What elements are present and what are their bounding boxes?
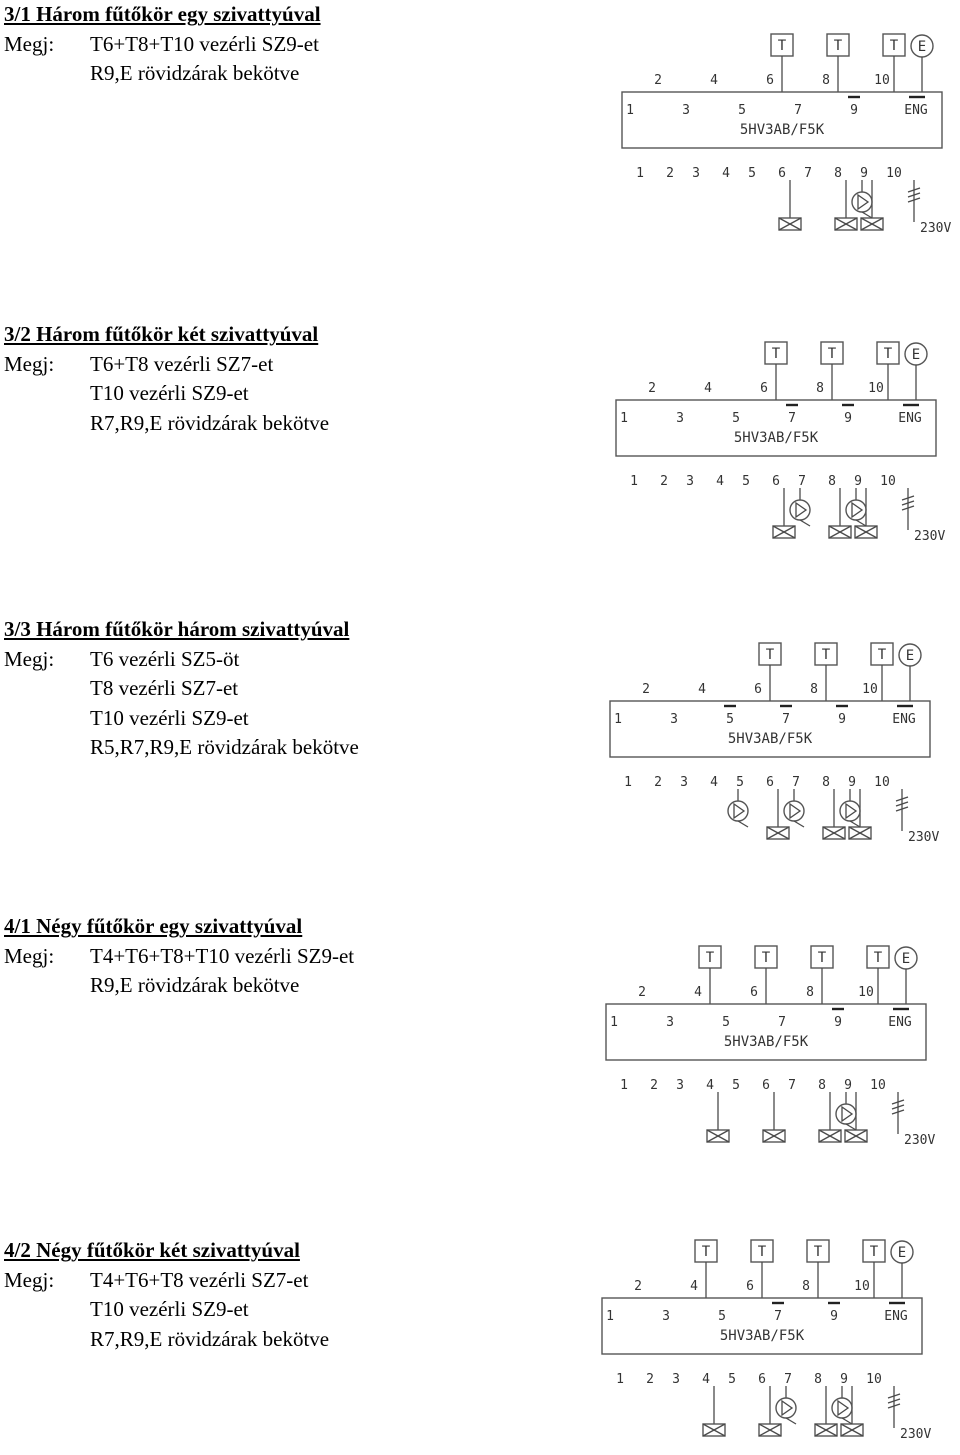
top-pin-label: 8 <box>816 381 824 396</box>
note-line: R9,E rövidzárak bekötve <box>90 61 300 85</box>
sensor-label: T <box>889 38 899 54</box>
sensor-label: T <box>705 950 715 966</box>
note-label: Megj: <box>4 351 55 376</box>
terminal-label: 5 <box>732 1078 740 1093</box>
top-pin-label: 6 <box>746 1279 754 1294</box>
note-label: Megj: <box>4 1267 55 1292</box>
wiring-diagram <box>608 338 946 553</box>
sensor-label: T <box>765 647 775 663</box>
controller-box <box>622 92 942 148</box>
terminal-label: 10 <box>866 1372 882 1387</box>
sensor-label: T <box>777 38 787 54</box>
wiring-diagram <box>594 1236 932 1451</box>
terminal-label: 8 <box>834 166 842 181</box>
diagram-svg <box>598 942 936 1157</box>
terminal-label: 3 <box>672 1372 680 1387</box>
terminal-label: 1 <box>636 166 644 181</box>
top-pin-label: 2 <box>648 381 656 396</box>
terminal-label: 3 <box>692 166 700 181</box>
inner-pin-label: 1 <box>614 712 622 727</box>
top-pin-label: 2 <box>642 682 650 697</box>
diagram-svg <box>602 639 940 854</box>
note-text: T6+T8 vezérli SZ7-et <box>90 351 274 376</box>
top-pin-label: 10 <box>862 682 878 697</box>
terminal-label: 4 <box>710 775 718 790</box>
terminal-label: 1 <box>630 474 638 489</box>
top-pin-label: 2 <box>638 985 646 1000</box>
terminal-label: 3 <box>686 474 694 489</box>
terminal-label: 2 <box>660 474 668 489</box>
top-pin-label: 6 <box>754 682 762 697</box>
top-pin-label: 4 <box>704 381 712 396</box>
sensor-label: T <box>873 950 883 966</box>
terminal-label: 9 <box>854 474 862 489</box>
top-pin-label: 2 <box>654 73 662 88</box>
pump-arrow-icon <box>842 1107 852 1121</box>
wiring-diagram <box>598 942 936 1157</box>
pump-arrow-icon <box>846 804 856 818</box>
terminal-label: 10 <box>870 1078 886 1093</box>
sensor-label: T <box>883 346 893 362</box>
inner-pin-label: 5 <box>718 1309 726 1324</box>
note-line: T10 vezérli SZ9-et <box>90 705 249 730</box>
terminal-label: 7 <box>798 474 806 489</box>
inner-pin-label: 7 <box>778 1015 786 1030</box>
section-title: 4/1 Négy fűtőkör egy szivattyúval <box>4 914 303 938</box>
earth-label: E <box>901 951 911 967</box>
terminal-label: 7 <box>784 1372 792 1387</box>
sensor-label: T <box>827 346 837 362</box>
terminal-label: 8 <box>822 775 830 790</box>
pump-arrow-icon <box>858 195 868 209</box>
section-text <box>4 912 354 1001</box>
inner-pin-label: 1 <box>606 1309 614 1324</box>
voltage-label: 230V <box>914 529 946 544</box>
note-line: R5,R7,R9,E rövidzárak bekötve <box>90 735 359 759</box>
sensor-label: T <box>817 950 827 966</box>
note-line <box>4 942 354 972</box>
terminal-label: 10 <box>880 474 896 489</box>
section-3-3 <box>0 615 960 905</box>
top-pin-label: 6 <box>766 73 774 88</box>
diagram-svg <box>594 1236 932 1451</box>
terminal-label: 8 <box>814 1372 822 1387</box>
terminal-label: 3 <box>680 775 688 790</box>
terminal-label: 2 <box>654 775 662 790</box>
top-pin-label: 6 <box>760 381 768 396</box>
eng-label: ENG <box>898 411 922 426</box>
terminal-label: 10 <box>874 775 890 790</box>
note-line: T10 vezérli SZ9-et <box>90 1297 249 1321</box>
terminal-label: 9 <box>840 1372 848 1387</box>
inner-pin-label: 9 <box>844 411 852 426</box>
top-pin-label: 4 <box>710 73 718 88</box>
section-text <box>4 0 321 89</box>
sensor-label: T <box>833 38 843 54</box>
pump-arrow-icon <box>796 503 806 517</box>
section-3-1 <box>0 0 960 300</box>
earth-label: E <box>905 648 915 664</box>
top-pin-label: 4 <box>694 985 702 1000</box>
section-title: 3/2 Három fűtőkör két szivattyúval <box>4 322 319 346</box>
terminal-label: 6 <box>758 1372 766 1387</box>
terminal-label: 9 <box>848 775 856 790</box>
inner-pin-label: 9 <box>834 1015 842 1030</box>
inner-pin-label: 3 <box>662 1309 670 1324</box>
section-text <box>4 615 359 763</box>
inner-pin-label: 3 <box>676 411 684 426</box>
inner-pin-label: 1 <box>610 1015 618 1030</box>
inner-pin-label: 5 <box>726 712 734 727</box>
terminal-label: 6 <box>762 1078 770 1093</box>
section-4-1 <box>0 912 960 1222</box>
pump-wire <box>856 520 866 526</box>
inner-pin-label: 9 <box>830 1309 838 1324</box>
terminal-label: 1 <box>616 1372 624 1387</box>
note-text: T6 vezérli SZ5-öt <box>90 646 240 671</box>
pump-arrow-icon <box>790 804 800 818</box>
sensor-label: T <box>877 647 887 663</box>
terminal-label: 7 <box>804 166 812 181</box>
terminal-label: 5 <box>736 775 744 790</box>
earth-label: E <box>917 39 927 55</box>
pump-wire <box>862 212 872 218</box>
terminal-label: 2 <box>646 1372 654 1387</box>
sensor-label: T <box>821 647 831 663</box>
pump-wire <box>846 1124 856 1130</box>
top-pin-label: 8 <box>802 1279 810 1294</box>
note-line: R7,R9,E rövidzárak bekötve <box>90 1326 330 1351</box>
diagram-svg <box>614 30 952 245</box>
note-line <box>4 350 329 380</box>
voltage-label: 230V <box>900 1427 932 1442</box>
top-pin-label: 4 <box>690 1279 698 1294</box>
pump-wire <box>850 821 860 827</box>
note-label: Megj: <box>4 943 55 968</box>
top-pin-label: 8 <box>810 682 818 697</box>
terminal-label: 4 <box>706 1078 714 1093</box>
section-title: 4/2 Négy fűtőkör két szivattyúval <box>4 1238 300 1262</box>
controller-box <box>602 1298 922 1354</box>
terminal-label: 5 <box>728 1372 736 1387</box>
note-text: T4+T6+T8 vezérli SZ7-et <box>90 1267 309 1292</box>
inner-pin-label: 7 <box>774 1309 782 1324</box>
voltage-label: 230V <box>920 221 952 236</box>
eng-label: ENG <box>884 1309 908 1324</box>
note-text: T4+T6+T8+T10 vezérli SZ9-et <box>90 943 355 968</box>
note-line <box>4 645 359 675</box>
terminal-label: 4 <box>716 474 724 489</box>
inner-pin-label: 1 <box>626 103 634 118</box>
terminal-label: 9 <box>860 166 868 181</box>
top-pin-label: 8 <box>822 73 830 88</box>
controller-box <box>616 400 936 456</box>
pump-wire <box>794 821 804 827</box>
model-label: 5HV3AB/F5K <box>727 731 813 747</box>
sensor-label: T <box>869 1244 879 1260</box>
terminal-label: 6 <box>766 775 774 790</box>
sensor-label: T <box>771 346 781 362</box>
earth-label: E <box>897 1245 907 1261</box>
pump-arrow-icon <box>852 503 862 517</box>
terminal-label: 3 <box>676 1078 684 1093</box>
sensor-label: T <box>701 1244 711 1260</box>
inner-pin-label: 3 <box>666 1015 674 1030</box>
terminal-label: 1 <box>624 775 632 790</box>
sensor-label: T <box>761 950 771 966</box>
terminal-label: 5 <box>748 166 756 181</box>
top-pin-label: 6 <box>750 985 758 1000</box>
terminal-label: 1 <box>620 1078 628 1093</box>
inner-pin-label: 3 <box>670 712 678 727</box>
model-label: 5HV3AB/F5K <box>739 122 825 138</box>
terminal-label: 2 <box>650 1078 658 1093</box>
section-4-2 <box>0 1236 960 1455</box>
top-pin-label: 2 <box>634 1279 642 1294</box>
eng-label: ENG <box>904 103 928 118</box>
terminal-label: 6 <box>778 166 786 181</box>
section-title: 3/3 Három fűtőkör három szivattyúval <box>4 617 350 641</box>
sensor-label: T <box>813 1244 823 1260</box>
pump-wire <box>738 821 748 827</box>
model-label: 5HV3AB/F5K <box>723 1034 809 1050</box>
terminal-label: 7 <box>792 775 800 790</box>
wiring-diagram <box>602 639 940 854</box>
note-line <box>4 1266 329 1296</box>
note-line: R9,E rövidzárak bekötve <box>90 973 300 997</box>
diagram-svg <box>608 338 946 553</box>
top-pin-label: 4 <box>698 682 706 697</box>
note-line: T10 vezérli SZ9-et <box>90 381 249 405</box>
inner-pin-label: 7 <box>782 712 790 727</box>
inner-pin-label: 7 <box>788 411 796 426</box>
terminal-label: 2 <box>666 166 674 181</box>
inner-pin-label: 5 <box>738 103 746 118</box>
section-text <box>4 1236 329 1354</box>
terminal-label: 5 <box>742 474 750 489</box>
inner-pin-label: 7 <box>794 103 802 118</box>
voltage-label: 230V <box>904 1133 936 1148</box>
terminal-label: 4 <box>722 166 730 181</box>
terminal-label: 9 <box>844 1078 852 1093</box>
pump-arrow-icon <box>838 1401 848 1415</box>
pump-arrow-icon <box>782 1401 792 1415</box>
pump-arrow-icon <box>734 804 744 818</box>
terminal-label: 7 <box>788 1078 796 1093</box>
note-label: Megj: <box>4 31 55 56</box>
terminal-label: 8 <box>828 474 836 489</box>
terminal-label: 6 <box>772 474 780 489</box>
controller-box <box>610 701 930 757</box>
top-pin-label: 10 <box>858 985 874 1000</box>
inner-pin-label: 9 <box>850 103 858 118</box>
note-line <box>4 30 321 60</box>
earth-label: E <box>911 347 921 363</box>
model-label: 5HV3AB/F5K <box>719 1328 805 1344</box>
note-line: R7,R9,E rövidzárak bekötve <box>90 410 330 435</box>
pump-wire <box>800 520 810 526</box>
pump-wire <box>842 1418 852 1424</box>
note-text: T6+T8+T10 vezérli SZ9-et <box>90 31 319 56</box>
terminal-label: 8 <box>818 1078 826 1093</box>
terminal-label: 10 <box>886 166 902 181</box>
note-label: Megj: <box>4 646 55 671</box>
section-text <box>4 320 329 438</box>
wiring-diagram <box>614 30 952 245</box>
terminal-label: 4 <box>702 1372 710 1387</box>
voltage-label: 230V <box>908 830 940 845</box>
sensor-label: T <box>757 1244 767 1260</box>
eng-label: ENG <box>888 1015 912 1030</box>
inner-pin-label: 9 <box>838 712 846 727</box>
pump-wire <box>786 1418 796 1424</box>
top-pin-label: 10 <box>868 381 884 396</box>
controller-box <box>606 1004 926 1060</box>
top-pin-label: 10 <box>854 1279 870 1294</box>
top-pin-label: 10 <box>874 73 890 88</box>
inner-pin-label: 5 <box>732 411 740 426</box>
model-label: 5HV3AB/F5K <box>733 430 819 446</box>
inner-pin-label: 3 <box>682 103 690 118</box>
section-3-2 <box>0 320 960 620</box>
eng-label: ENG <box>892 712 916 727</box>
top-pin-label: 8 <box>806 985 814 1000</box>
note-line: T8 vezérli SZ7-et <box>90 676 239 700</box>
inner-pin-label: 1 <box>620 411 628 426</box>
inner-pin-label: 5 <box>722 1015 730 1030</box>
section-title: 3/1 Három fűtőkör egy szivattyúval <box>4 2 321 26</box>
